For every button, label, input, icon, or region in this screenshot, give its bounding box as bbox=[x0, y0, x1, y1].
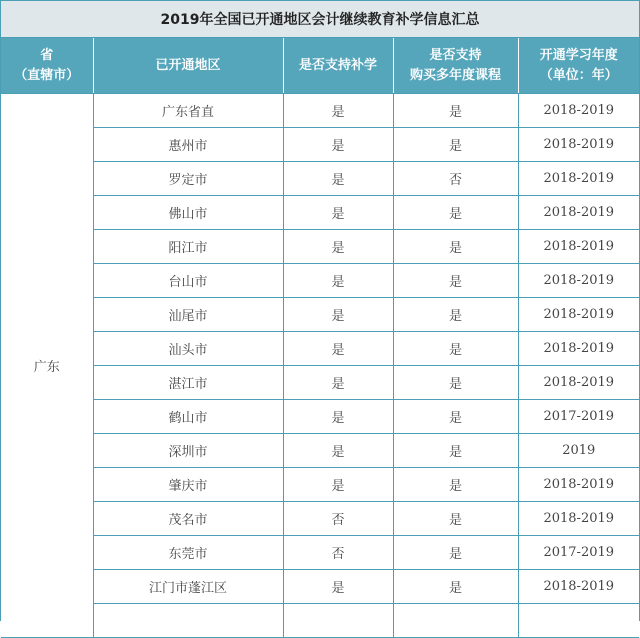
table-row bbox=[1, 434, 639, 468]
makeup-cell: 是 bbox=[283, 162, 393, 196]
header-province-line1: 省 bbox=[40, 47, 54, 63]
region-cell: 罗定市 bbox=[93, 162, 283, 196]
multiyear-cell: 是 bbox=[393, 128, 518, 162]
table-row bbox=[1, 536, 639, 570]
table-row bbox=[1, 162, 639, 196]
makeup-cell: 是 bbox=[283, 332, 393, 366]
multiyear-cell: 是 bbox=[393, 434, 518, 468]
region-cell: 台山市 bbox=[93, 264, 283, 298]
multiyear-cell: 是 bbox=[393, 536, 518, 570]
region-cell: 鹤山市 bbox=[93, 400, 283, 434]
table-row bbox=[1, 366, 639, 400]
multiyear-cell: 是 bbox=[393, 94, 518, 128]
info-table bbox=[1, 38, 639, 638]
years-cell: 2018-2019 bbox=[518, 162, 639, 196]
table-title: 2019年全国已开通地区会计继续教育补学信息汇总 bbox=[1, 1, 639, 38]
header-years bbox=[518, 38, 639, 94]
table-row bbox=[1, 264, 639, 298]
years-cell: 2018-2019 bbox=[518, 230, 639, 264]
region-cell: 汕尾市 bbox=[93, 298, 283, 332]
header-years-line2: （单位：年） bbox=[539, 67, 618, 83]
multiyear-cell: 否 bbox=[393, 162, 518, 196]
region-cell: 湛江市 bbox=[93, 366, 283, 400]
years-cell: 2017-2019 bbox=[518, 400, 639, 434]
years-cell: 2018-2019 bbox=[518, 94, 639, 128]
region-cell: 江门市蓬江区 bbox=[93, 570, 283, 604]
region-cell: 东莞市 bbox=[93, 536, 283, 570]
multiyear-cell: 是 bbox=[393, 332, 518, 366]
region-cell: 汕头市 bbox=[93, 332, 283, 366]
table-row bbox=[1, 196, 639, 230]
makeup-cell: 是 bbox=[283, 468, 393, 502]
multiyear-cell: 是 bbox=[393, 570, 518, 604]
makeup-cell: 是 bbox=[283, 196, 393, 230]
multiyear-cell: 是 bbox=[393, 366, 518, 400]
table-row bbox=[1, 570, 639, 604]
header-multiyear-line1: 是否支持 bbox=[429, 47, 482, 63]
region-cell: 广东省直 bbox=[93, 94, 283, 128]
region-cell: 佛山市 bbox=[93, 196, 283, 230]
table-row bbox=[1, 128, 639, 162]
makeup-cell: 否 bbox=[283, 502, 393, 536]
table-body bbox=[1, 94, 639, 638]
table-row bbox=[1, 468, 639, 502]
header-province bbox=[1, 38, 93, 94]
makeup-cell: 是 bbox=[283, 366, 393, 400]
region-cell: 阳江市 bbox=[93, 230, 283, 264]
province-cell: 广东 bbox=[1, 94, 93, 638]
multiyear-cell: 是 bbox=[393, 264, 518, 298]
multiyear-cell: 是 bbox=[393, 468, 518, 502]
years-cell: 2018-2019 bbox=[518, 264, 639, 298]
table-row-partial bbox=[1, 604, 639, 638]
years-cell: 2018-2019 bbox=[518, 502, 639, 536]
header-makeup: 是否支持补学 bbox=[283, 38, 393, 94]
multiyear-cell: 是 bbox=[393, 298, 518, 332]
table-row bbox=[1, 332, 639, 366]
region-cell: 惠州市 bbox=[93, 128, 283, 162]
years-cell: 2018-2019 bbox=[518, 366, 639, 400]
years-cell: 2017-2019 bbox=[518, 536, 639, 570]
table-row bbox=[1, 502, 639, 536]
makeup-cell: 是 bbox=[283, 94, 393, 128]
header-row bbox=[1, 38, 639, 94]
header-multiyear bbox=[393, 38, 518, 94]
years-cell: 2018-2019 bbox=[518, 196, 639, 230]
table-row bbox=[1, 230, 639, 264]
makeup-cell: 是 bbox=[283, 298, 393, 332]
years-cell: 2018-2019 bbox=[518, 468, 639, 502]
years-cell: 2018-2019 bbox=[518, 298, 639, 332]
empty-cell bbox=[518, 604, 639, 638]
empty-cell bbox=[393, 604, 518, 638]
header-province-line2: （直辖市） bbox=[14, 67, 80, 83]
makeup-cell: 是 bbox=[283, 434, 393, 468]
multiyear-cell: 是 bbox=[393, 400, 518, 434]
makeup-cell: 是 bbox=[283, 570, 393, 604]
region-cell: 茂名市 bbox=[93, 502, 283, 536]
table-row bbox=[1, 400, 639, 434]
table-row bbox=[1, 94, 639, 128]
header-region: 已开通地区 bbox=[93, 38, 283, 94]
makeup-cell: 是 bbox=[283, 400, 393, 434]
region-cell: 肇庆市 bbox=[93, 468, 283, 502]
empty-cell bbox=[283, 604, 393, 638]
multiyear-cell: 是 bbox=[393, 230, 518, 264]
multiyear-cell: 是 bbox=[393, 502, 518, 536]
empty-cell bbox=[93, 604, 283, 638]
years-cell: 2018-2019 bbox=[518, 128, 639, 162]
makeup-cell: 否 bbox=[283, 536, 393, 570]
makeup-cell: 是 bbox=[283, 128, 393, 162]
table-row bbox=[1, 298, 639, 332]
years-cell: 2019 bbox=[518, 434, 639, 468]
header-multiyear-line2: 购买多年度课程 bbox=[409, 67, 501, 83]
multiyear-cell: 是 bbox=[393, 196, 518, 230]
header-years-line1: 开通学习年度 bbox=[539, 47, 618, 63]
makeup-cell: 是 bbox=[283, 230, 393, 264]
years-cell: 2018-2019 bbox=[518, 332, 639, 366]
region-cell: 深圳市 bbox=[93, 434, 283, 468]
makeup-cell: 是 bbox=[283, 264, 393, 298]
years-cell: 2018-2019 bbox=[518, 570, 639, 604]
